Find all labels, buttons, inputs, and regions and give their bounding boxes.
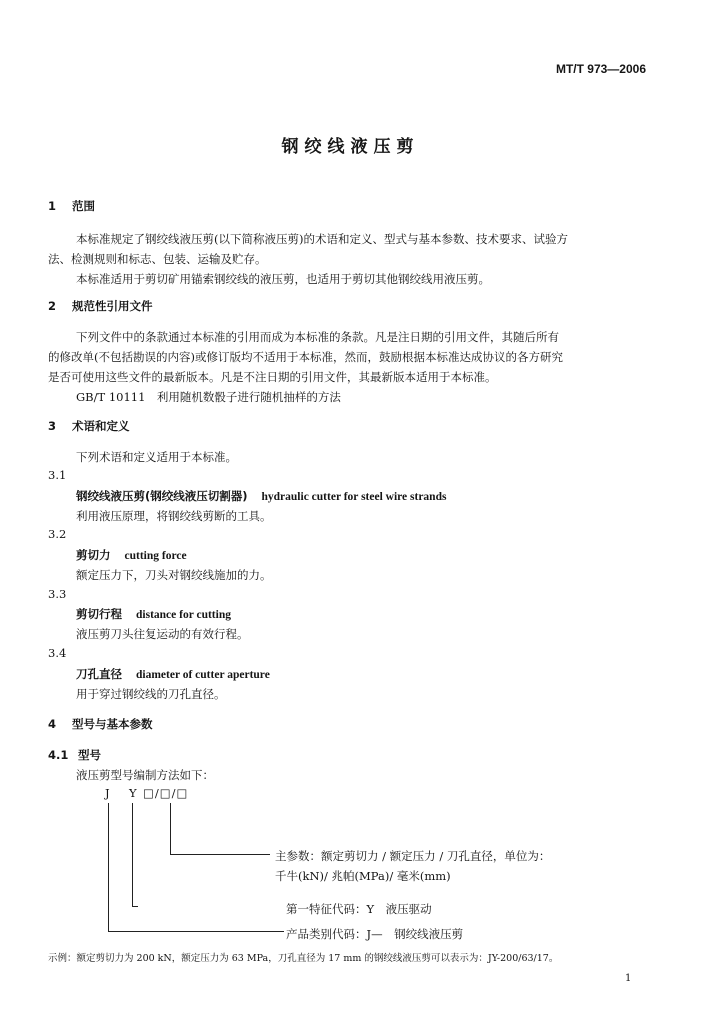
leader-line-category (108, 931, 284, 932)
subsection-title: 型号 (78, 748, 101, 762)
section-number: 4 (48, 717, 57, 731)
section-1-heading (48, 198, 95, 214)
term-en: diameter of cutter aperture (136, 669, 270, 681)
section-number: 3 (48, 419, 57, 433)
term-title (76, 666, 270, 682)
model-code-y: Y (129, 786, 137, 800)
subsection-4-1-heading (48, 747, 101, 763)
leader-line-main (170, 854, 270, 855)
term-cn: 刀孔直径 (76, 667, 122, 681)
term-en: cutting force (124, 550, 187, 562)
term-en: distance for cutting (136, 609, 231, 621)
section-number: 2 (48, 299, 57, 313)
feature-code-label: 第一特征代码：Y 液压驱动 (286, 902, 432, 916)
standard-code: MT/T 973—2006 (555, 62, 646, 76)
term-number: 3.3 (48, 587, 67, 601)
term-cn: 钢绞线液压剪(钢绞线液压切割器) (76, 489, 248, 503)
section-2-heading (48, 298, 153, 314)
main-parameter-label: 主参数：额定剪切力 / 额定压力 / 刀孔直径，单位为： (275, 849, 551, 863)
term-definition: 用于穿过钢绞线的刀孔直径。 (76, 687, 226, 701)
subsection-number: 4.1 (48, 748, 69, 762)
term-number: 3.1 (48, 468, 67, 482)
section-title: 术语和定义 (72, 419, 130, 433)
term-title (76, 488, 446, 504)
example-note: 示例：额定剪切力为 200 kN，额定压力为 63 MPa，刀孔直径为 17 mm 的钢绞线液压剪可以表示为：JY-200/63/17。 (48, 953, 559, 964)
paragraph: 是否可使用这些文件的最新版本。凡是不注日期的引用文件，其最新版本适用于本标准。 (48, 370, 497, 384)
paragraph: 法、检测规则和标志、包装、运输及贮存。 (48, 252, 267, 266)
document-title: 钢绞线液压剪 (281, 137, 420, 157)
term-title (76, 547, 187, 563)
term-number: 3.4 (48, 646, 67, 660)
section-3-heading (48, 418, 130, 434)
normative-reference: GB/T 10111 利用随机数骰子进行随机抽样的方法 (76, 390, 341, 404)
paragraph: 下列文件中的条款通过本标准的引用而成为本标准的条款。凡是注日期的引用文件，其随后所有 (76, 330, 559, 344)
model-parameter-boxes: □/□/□ (143, 786, 189, 800)
term-cn: 剪切力 (76, 548, 111, 562)
section-number: 1 (48, 199, 57, 213)
paragraph: 液压剪型号编制方法如下： (76, 768, 214, 782)
term-definition: 液压剪刀头往复运动的有效行程。 (76, 627, 249, 641)
term-definition: 额定压力下，刀头对钢绞线施加的力。 (76, 568, 272, 582)
page-number: 1 (625, 973, 632, 984)
category-code-label: 产品类别代码：J— 钢绞线液压剪 (286, 927, 464, 941)
section-title: 规范性引用文件 (72, 299, 153, 313)
paragraph: 的修改单(不包括勘误的内容)或修订版均不适用于本标准，然而，鼓励根据本标准达成协议的各方研究 (48, 350, 563, 364)
paragraph: 下列术语和定义适用于本标准。 (76, 450, 237, 464)
main-parameter-units: 千牛(kN)/ 兆帕(MPa)/ 毫米(mm) (275, 869, 451, 883)
term-number: 3.2 (48, 527, 67, 541)
section-title: 范围 (72, 199, 95, 213)
section-title: 型号与基本参数 (72, 717, 153, 731)
term-en: hydraulic cutter for steel wire strands (261, 491, 447, 503)
term-title (76, 606, 231, 622)
leader-line-main (170, 803, 171, 855)
paragraph: 本标准规定了钢绞线液压剪(以下简称液压剪)的术语和定义、型式与基本参数、技术要求、试验方 (76, 232, 568, 246)
leader-line-category (108, 803, 109, 932)
leader-line-feature (132, 906, 138, 907)
term-definition: 利用液压原理，将钢绞线剪断的工具。 (76, 509, 272, 523)
leader-line-feature (132, 803, 133, 907)
term-cn: 剪切行程 (76, 607, 122, 621)
section-4-heading (48, 716, 153, 732)
model-code-j: J (105, 786, 110, 800)
paragraph: 本标准适用于剪切矿用锚索钢绞线的液压剪，也适用于剪切其他钢绞线用液压剪。 (76, 272, 490, 286)
